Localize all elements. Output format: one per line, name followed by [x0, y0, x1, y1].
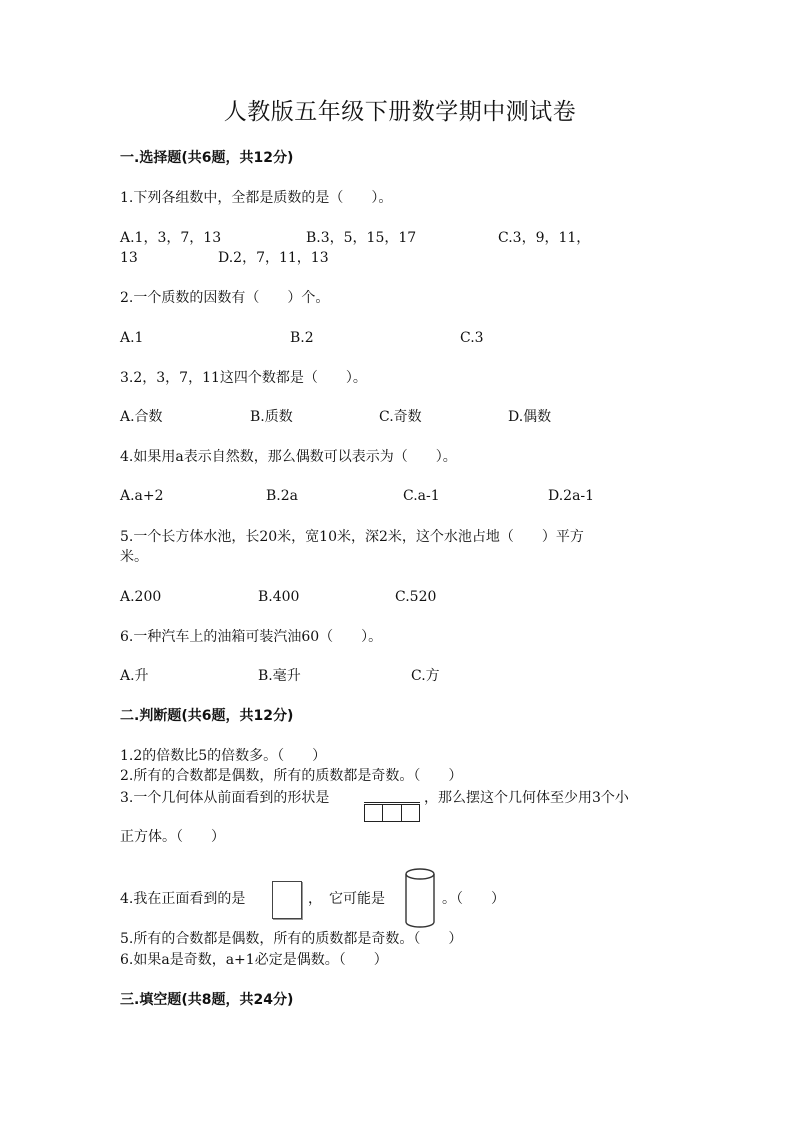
question-5-stem: 5.一个长方体水池，长20米，宽10米，深2米，这个水池占地（ ）平方 [120, 529, 584, 545]
cylinder-icon [402, 866, 438, 930]
section-heading-fill-in: 三.填空题(共8题，共24分) [120, 992, 294, 1008]
square-cell [365, 805, 383, 821]
judgement-6: 6.如果a是奇数，a+1必定是偶数。（ ） [120, 952, 388, 968]
question-1-option-c: C.3，9，11， [498, 230, 591, 246]
front-view-top-line [364, 802, 420, 803]
question-2-stem: 2.一个质数的因数有（ ）个。 [120, 290, 330, 306]
question-1-option-b: B.3，5，15，17 [306, 230, 417, 246]
judgement-5: 5.所有的合数都是偶数，所有的质数都是奇数。（ ） [120, 931, 463, 947]
question-5-option-a: A.200 [120, 589, 162, 605]
square-cell [383, 805, 401, 821]
judgement-4-part-c: 。（ ） [442, 891, 505, 907]
question-3-option-b: B.质数 [250, 409, 293, 425]
question-5-stem-continued: 米。 [120, 549, 148, 565]
three-squares-figure [364, 804, 420, 822]
question-3-stem: 3.2，3，7，11这四个数都是（ ）。 [120, 370, 367, 386]
question-2-option-c: C.3 [460, 330, 484, 346]
question-4-option-a: A.a+2 [120, 488, 164, 504]
question-6-option-a: A.升 [120, 668, 149, 684]
question-2-option-a: A.1 [120, 330, 144, 346]
question-3-option-a: A.合数 [120, 409, 163, 425]
section-heading-judgement: 二.判断题(共6题，共12分) [120, 708, 294, 724]
judgement-2: 2.所有的合数都是偶数，所有的质数都是奇数。（ ） [120, 768, 463, 784]
question-6-option-b: B.毫升 [258, 668, 301, 684]
question-5-option-c: C.520 [395, 589, 437, 605]
judgement-4-part-b: ， 它可能是 [308, 891, 385, 907]
question-3-option-c: C.奇数 [379, 409, 422, 425]
judgement-3-part-a: 3.一个几何体从前面看到的形状是 [120, 790, 330, 806]
section-heading-choice: 一.选择题(共6题，共12分) [120, 150, 294, 166]
question-4-stem: 4.如果用a表示自然数，那么偶数可以表示为（ ）。 [120, 449, 457, 465]
question-2-option-b: B.2 [290, 330, 314, 346]
page-title: 人教版五年级下册数学期中测试卷 [223, 99, 577, 125]
question-1-option-a: A.1，3，7，13 [120, 230, 222, 246]
question-6-stem: 6.一种汽车上的油箱可装汽油60（ ）。 [120, 629, 383, 645]
question-5-option-b: B.400 [258, 589, 300, 605]
question-1-option-d: D.2，7，11，13 [218, 250, 329, 266]
judgement-3-part-c: 正方体。（ ） [120, 829, 225, 845]
question-3-option-d: D.偶数 [508, 409, 552, 425]
judgement-4-part-a: 4.我在正面看到的是 [120, 891, 246, 907]
judgement-3-part-b: ，那么摆这个几何体至少用3个小 [424, 790, 629, 806]
square-cell [402, 805, 419, 821]
judgement-1: 1.2的倍数比5的倍数多。（ ） [120, 748, 327, 764]
question-4-option-b: B.2a [266, 488, 298, 504]
question-6-option-c: C.方 [411, 668, 440, 684]
square-front-view-figure [272, 881, 302, 919]
question-1-option-c-continued: 13 [120, 250, 138, 266]
question-4-option-d: D.2a-1 [548, 488, 595, 504]
question-1-stem: 1.下列各组数中，全都是质数的是（ ）。 [120, 190, 393, 206]
question-4-option-c: C.a-1 [403, 488, 440, 504]
